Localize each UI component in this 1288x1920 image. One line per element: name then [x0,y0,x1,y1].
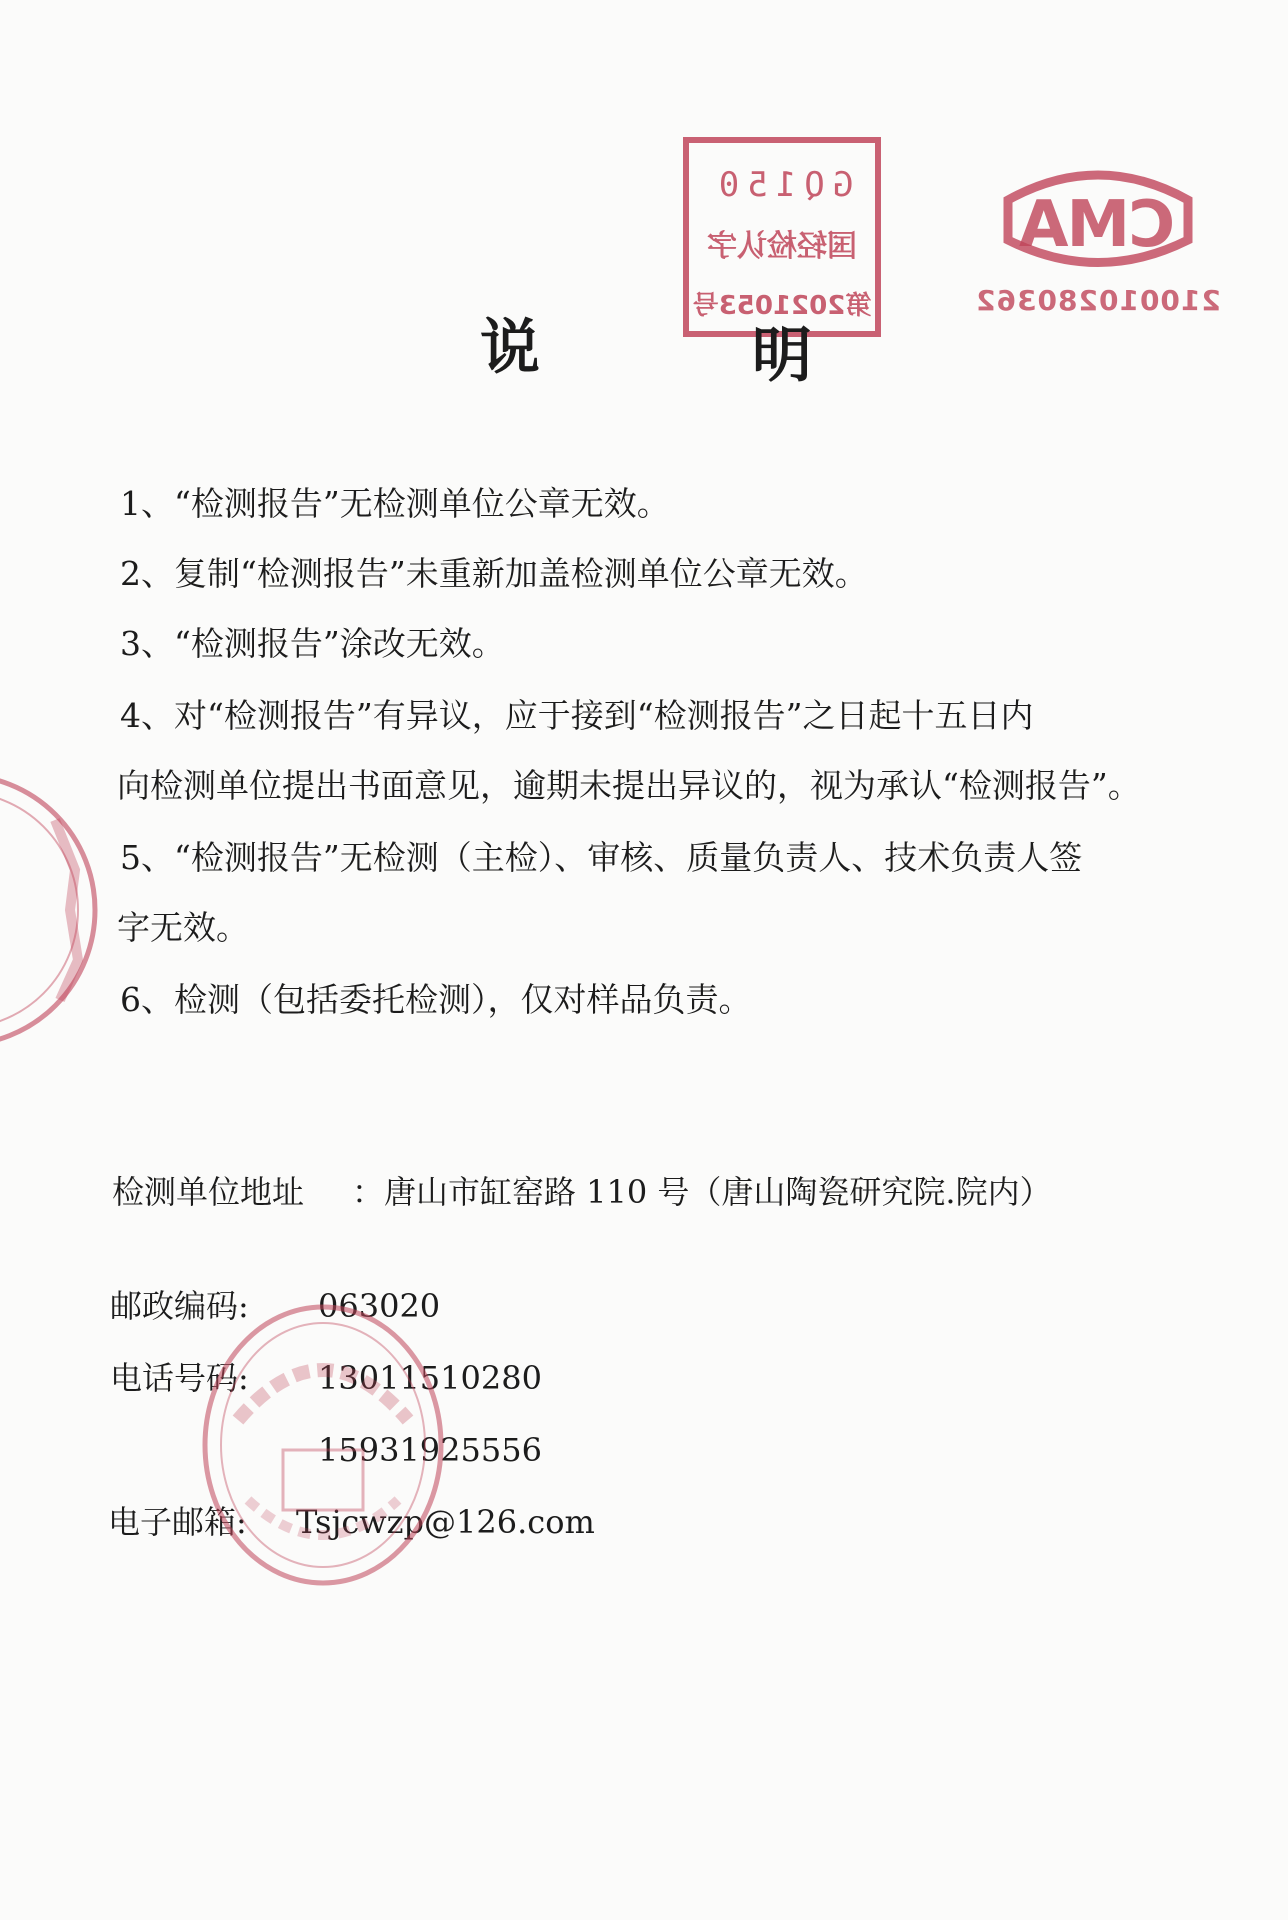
address-value: ：唐山市缸窑路 110 号（唐山陶瓷研究院.院内） [352,1173,1052,1211]
phone-label: 电话号码: [110,1359,249,1397]
email-value: Tsjcwzp@126.com [296,1503,595,1541]
note-item-2: 2、复制“检测报告”未重新加盖检测单位公章无效。 [120,554,868,593]
stamp-line3: 第2021053号 [692,291,872,321]
address-label: 检测单位地址 [112,1173,305,1211]
stamp-line2: 国轻检认字 [707,229,857,264]
title-char-2: 明 [752,321,812,391]
cma-logo-text: CMA [1020,188,1176,262]
note-item-4: 4、对“检测报告”有异议，应于接到“检测报告”之日起十五日内 [120,696,1034,735]
note-item-4-cont: 向检测单位提出书面意见，逾期未提出异议的，视为承认“检测报告”。 [117,766,1141,805]
cma-number: 210010280362 [975,284,1221,317]
note-item-6: 6、检测（包括委托检测），仅对样品负责。 [120,980,752,1019]
note-item-5-cont: 字无效。 [117,908,249,947]
phone-value-1: 13011510280 [318,1359,542,1397]
title-char-1: 说 [480,313,540,383]
note-item-1: 1、“检测报告”无检测单位公章无效。 [120,484,670,523]
phone-value-2: 15931925556 [318,1431,542,1469]
email-label: 电子邮箱: [108,1503,247,1541]
postcode-label: 邮政编码: [110,1287,249,1325]
note-item-5: 5、“检测报告”无检测（主检）、审核、质量负责人、技术负责人签 [120,838,1083,877]
page-title [480,300,840,390]
cma-stamp [975,150,1221,320]
official-seal-left [0,760,110,1060]
postcode-value: 063020 [318,1287,441,1325]
note-item-3: 3、“检测报告”涂改无效。 [120,624,505,663]
stamp-line1: GQ150 [710,165,854,205]
official-seal-bottom [198,1300,448,1590]
